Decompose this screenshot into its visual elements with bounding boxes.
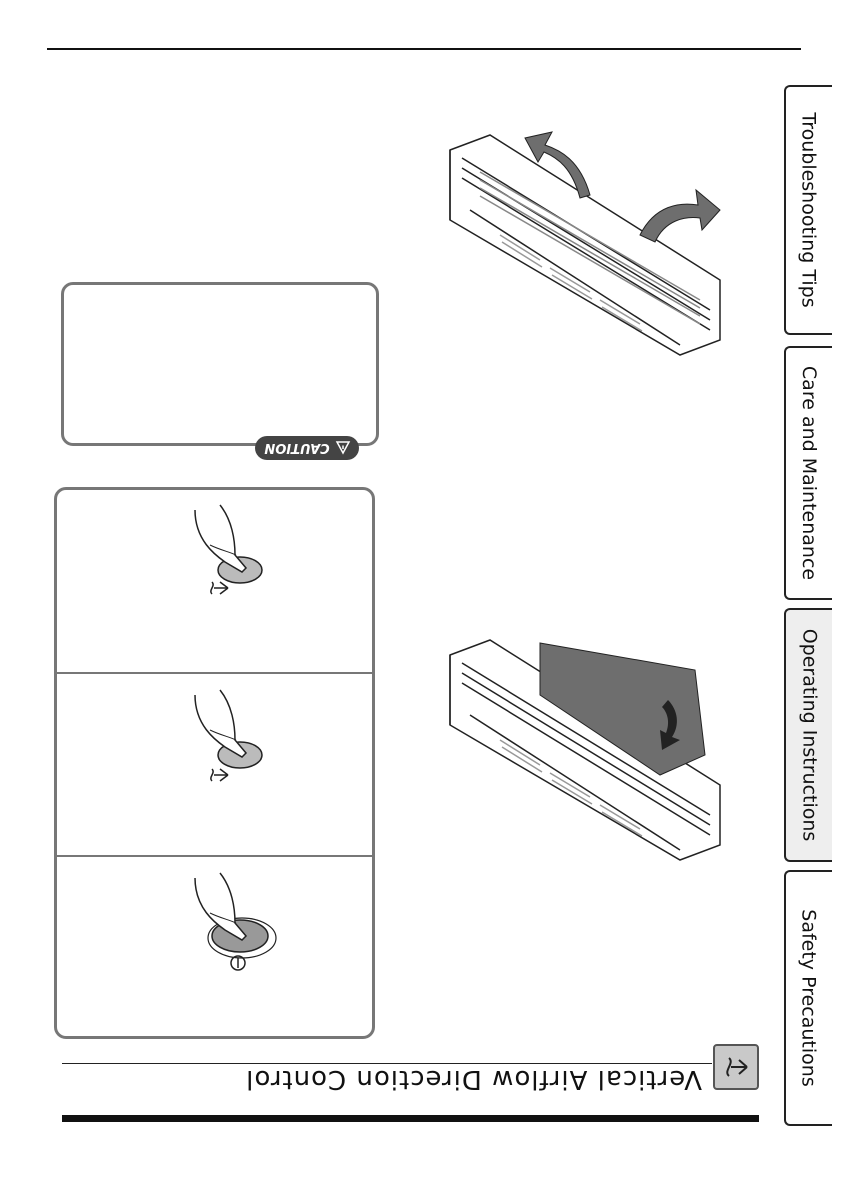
step-divider — [54, 855, 375, 857]
tab-label: Operating Instructions — [798, 628, 820, 842]
top-rule — [47, 48, 801, 50]
ac-unit-airflow-illustration — [440, 615, 730, 865]
tab-label: Safety Precautions — [798, 909, 821, 1087]
step-2-swing-button-press — [180, 685, 280, 795]
airflow-swing-icon — [211, 582, 228, 594]
section-heading: Vertical Airflow Direction Control — [245, 1064, 702, 1094]
airflow-swing-icon — [211, 769, 228, 781]
caution-box — [61, 282, 379, 446]
step-1-swing-button-press — [180, 500, 280, 610]
warning-triangle-icon — [336, 442, 350, 455]
tab-troubleshooting-tips[interactable] — [784, 85, 832, 335]
louver-arrow-right — [640, 190, 720, 242]
step-3-power-button-press — [180, 868, 290, 978]
ac-unit-louver-illustration — [440, 110, 730, 360]
caution-badge — [255, 436, 359, 460]
tab-safety-precautions[interactable] — [784, 870, 832, 1126]
caution-label: CAUTION — [264, 440, 330, 456]
tab-label: Troubleshooting Tips — [798, 112, 821, 308]
tab-label: Care and Maintenance — [798, 365, 820, 581]
bottom-rule — [62, 1115, 759, 1122]
step-divider — [54, 672, 375, 674]
tab-operating-instructions[interactable] — [784, 608, 832, 862]
tab-care-and-maintenance[interactable] — [784, 346, 832, 600]
airflow-swing-icon — [713, 1044, 759, 1090]
power-icon — [231, 956, 245, 970]
